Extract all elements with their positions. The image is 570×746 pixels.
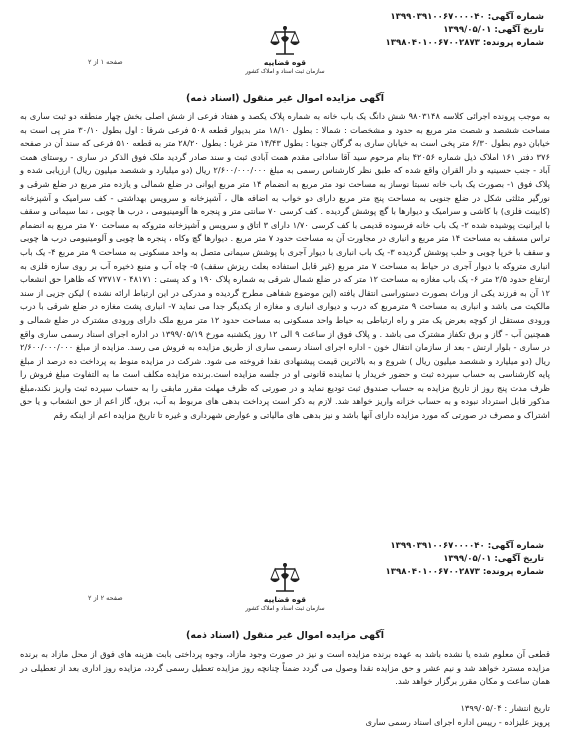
page-label: صفحه ۲ از ۲	[88, 594, 123, 602]
emblem-org-name: قوه قضاییه	[263, 58, 307, 67]
notice1-meta	[386, 11, 544, 50]
judiciary-emblem	[244, 24, 326, 90]
notice2-body-text: قطعی آن معلوم شده یا نشده باشد به عهده برنده مزایده است و نیز در صورت وجود مازاد، وجوه پرداختی بابت هزینه های فوق از محل مازاد به برنده مزایده مسترد خواهد شد و نیم عشر و حق مزایده نقدا وصول می گردد ضمناً چنانچه روز مزایده تعطیل رسمی گردد، مزایده روز اداری بعد از تعطیلی در همان ساعت و مکان مقرر برگزار خواهد شد.	[20, 649, 550, 687]
emblem-org-name: قوه قضاییه	[263, 595, 307, 604]
notice2-title: آگهی مزایده اموال غیر منقول (اسناد ذمه)	[185, 630, 384, 641]
case-number: شماره پرونده: ۱۳۹۸۰۴۰۱۰۰۶۷۰۰۲۸۷۳	[385, 38, 544, 48]
ad-number: شماره آگهی: ۱۳۹۹۰۳۹۱۰۰۶۷۰۰۰۰۴۰	[390, 541, 544, 551]
ad-date: تاریخ آگهی: ۱۳۹۹/۰۵/۰۱	[443, 554, 544, 564]
notice1-body-text: به موجب پرونده اجرائی کلاسه ۹۸۰۳۱۴۸ شش دانگ یک باب خانه به شماره پلاک یکصد و هفتاد فرعی از شش اصلی بخش چهار منطقه دو ثبت ساری به مساحت ششصد و شصت متر مربع به حدود و مشخصات : شمالا : بطول ۱۸/۱۰ متر بدیوار قطعه ۵۰۸ فرعی شرقا : اول بطول ۳۰/۱۰ متر پی است به خیابان دوم بطول ۶/۳۰ متر پخی است به خیابان ساری به گرگان جنوبا : بطول ۱۴/۴۳ متر غربا : بطول ۲۸/۲۰ متر به قطعه ۵۱۰ فرعی که سند آن در صفحه ۳۷۶ دفتر ۱۶۱ املاک ذیل شماره ۴۲۰۵۶ بنام مرحوم سید آقا ساداتی مقدم همت آبادی ثبت و سند صادر گردید ملک فوق الذکر در ساری - روستای همت آباد - جنب حسینیه و دار القران واقع شده که طبق نظر کارشناس رسمی به مبلغ ۲/۶۰۰/۰۰۰/۰۰۰ ریال (دو میلیارد و ششصد میلیون ریال) ارزیابی شده و پلاک فوق ۱- بصورت یک باب خانه نسبتا نوساز به مساحت نود متر مربع به انضمام ۱۴ متر مربع ایوانی در ضلع شمالی و یازده متر مربع در ضلع شرقی و نورگیر مثلثی شکل در ضلع جنوبی به مساحت پنج متر مربع دارای دو خواب به اضافه هال ، آشپزخانه و سرویس بهداشتی - کف سرامیک و آشپزخانه (کابینت فلزی) با کاشی و سرامیک و دیوارها با گچ پوشش گردیده . کف کرسی ۷۰ سانتی متر و پنجره ها آلومینیومی ، درب ها چوبی ، نما سیمانی و سقف با ایرانیت پوشیده شده ۲- یک باب خانه فرسوده قدیمی با کف کرسی ۱/۷۰ دارای ۳ اتاق و سرویس و آشپزخانه متروکه به مساحت ۷۰ متر مربع به انضمام تراس مسقف به مساحت ۱۴ متر مربع و انباری در مجاورت آن به مساحت حدود ۷ متر مربع . دیوارها گچ وکاه ، پنجره ها چوبی و آلومینیومی درب ها چوبی و سقف با خرپا چوبی و حلب پوشش گردیده ۳- یک باب انباری با دیوار آجری با پوشش سیمانی متصل به واحد مسکونی به مساحت ۹ متر مربع ۴- یک باب انباری متروکه با دیوار آجری در حیاط به مساحت ۷ متر مربع (غیر قابل استفاده بعلت ریزش سقف) ۵- چاه آب و منبع ذخیره آب بر روی سازه فلزی به ارتفاع حدود ۲/۵ متر ۶- یک باب مغازه به مساحت ۱۲ متر که در ضلع شمال شرقی به شماره پلاک ۱۹۰ و کد پستی : ۴۸۱۷۱ - ۷۳۷۱۷ که ظاهرا حق انشعاب ۱۲ آن به فرزند یکی از وراث بصورت دستوراسی انتقال یافته (این موضوع شفاهی مطرح گردیده و مدرکی در این ارتباط ارائه نشده ) لیکن جزیی از سند مالکیت می باشد و انباری به مساحت ۹ مترمربع که درب و دیواری انباری و مغازه از یکدیگر جدا می نماید ۷- انباری پشت مغازه در ضلع شرقی با درب ورودی مستقل از کوچه بعرض یک متر و راه ارتباطی به حیاط واحد مسکونی به مساحت حدود ۱۲ متر مربع ملک دارای ورودی مشترک در ضلع شمالی و همچنین آب - گاز و برق تکفاز مشترک می باشد . و پلاک فوق از ساعت ۹ الی ۱۲ روز یکشنبه مورخ ۱۳۹۹/۰۵/۱۹ در اداره اجرای اسناد رسمی ساری واقع در ساری - بلوار ارتش - بعد از سازمان انتقال خون - اداره اجرای اسناد رسمی ساری از طریق مزایده به فروش می رسد. مزایده از مبلغ ۲/۶۰۰/۰۰۰/۰۰۰ ریال (دو میلیارد و ششصد میلیون ریال ) شروع و به بالاترین قیمت پیشنهادی نقدا فروخته می شود. شرکت در مزایده منوط به پرداخت ده درصد از مبلغ پایه کارشناسی به حساب سپرده ثبت و حضور خریدار یا نماینده قانونی او در جلسه مزایده است.برنده مزایده مکلف است ما به التفاوت مبلغ فروش را ظرف مدت پنج روز از تاریخ مزایده به حساب صندوق ثبت تودیع نماید و در صورتی که ظرف مهلت مقرر مابقی را به حساب سپرده ثبت واریز نکند،مبلغ مذکور قابل استرداد نبوده و به حساب خزانه واریز خواهد شد. لازم به ذکر است پرداخت بدهی های مربوط به آب، برق، گاز اعم از حق انشعاب و یا حق اشتراک و مصرف در صورتی که مورد مزایده دارای آنها باشد و نیز بدهی های مالیاتی و عوارض شهرداری و غیره تا تاریخ مزایده اعم از اینکه رقم	[20, 111, 551, 421]
ad-date: تاریخ آگهی: ۱۳۹۹/۰۵/۰۱	[443, 25, 544, 35]
emblem-org-sub: سازمان ثبت اسناد و املاک کشور	[245, 606, 325, 612]
notice1-title: آگهی مزایده اموال غیر منقول (اسناد ذمه)	[185, 93, 384, 104]
notice2-footer	[365, 702, 550, 729]
case-number: شماره پرونده: ۱۳۹۸۰۴۰۱۰۰۶۷۰۰۲۸۷۳	[385, 567, 544, 577]
notice1-body	[20, 110, 550, 423]
judiciary-emblem	[244, 561, 326, 627]
emblem-org-sub: سازمان ثبت اسناد و املاک کشور	[245, 69, 325, 75]
scales-emblem-icon	[270, 561, 300, 595]
notice2-meta	[386, 540, 544, 579]
signer-name: پرویز علیزاده - رییس اداره اجرای اسناد رسمی ساری	[365, 716, 550, 727]
notice2-body	[20, 648, 550, 689]
page-label: صفحه ۱ از ۲	[88, 58, 123, 66]
ad-number: شماره آگهی: ۱۳۹۹۰۳۹۱۰۰۶۷۰۰۰۰۴۰	[390, 12, 544, 22]
publish-date: تاریخ انتشار : ۱۳۹۹/۰۵/۰۴	[460, 703, 550, 713]
scales-emblem-icon	[270, 24, 300, 58]
